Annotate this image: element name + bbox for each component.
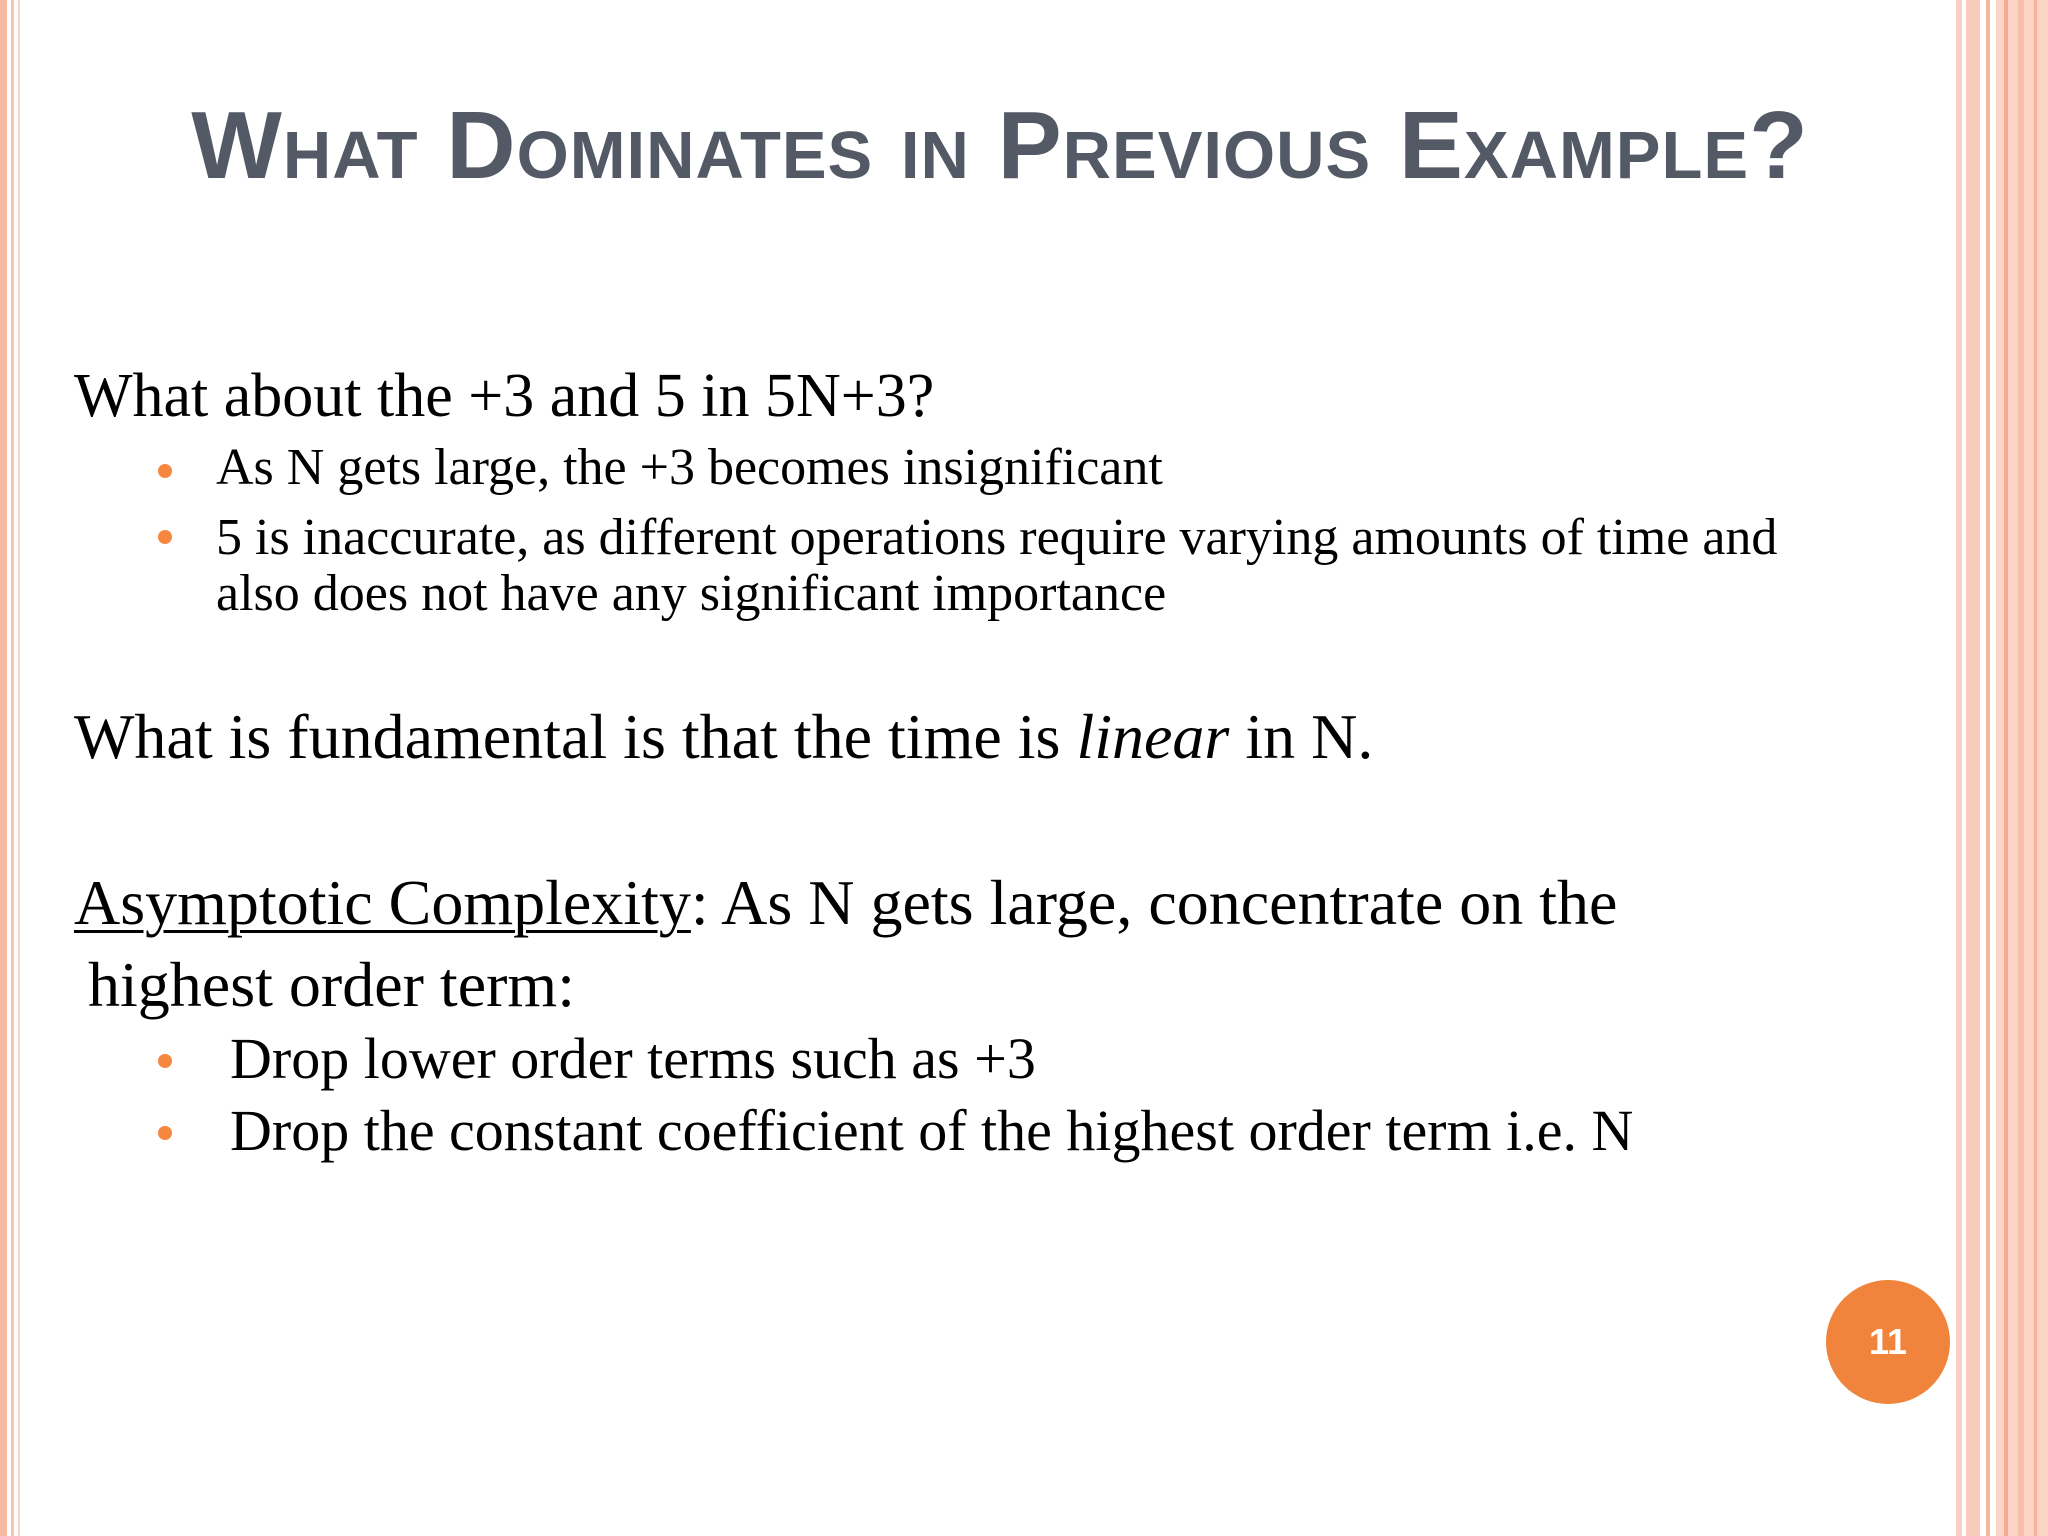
bullet-item: Drop the constant coefficient of the highest order term i.e. N xyxy=(230,1098,1634,1163)
bullet-dot xyxy=(158,464,172,478)
bullet-dot xyxy=(158,530,172,544)
right-border-stripe xyxy=(1956,0,1962,1536)
bullet-dot xyxy=(158,1126,172,1140)
bullet-item: As N gets large, the +3 becomes insignificant xyxy=(216,439,1163,496)
left-border-stripe xyxy=(0,0,7,1536)
right-border-stripe xyxy=(1986,0,1990,1536)
paragraph-asymptotic xyxy=(74,866,1617,940)
paragraph-asymptotic-continuation: highest order term: xyxy=(88,949,575,1020)
emphasis-linear: linear xyxy=(1076,701,1230,772)
paragraph-asymptotic-text: : As N gets large, concentrate on the xyxy=(690,867,1618,938)
page-number-badge: 11 xyxy=(1826,1280,1950,1404)
bullet-item-continuation: also does not have any significant importance xyxy=(216,565,1167,622)
paragraph-fundamental-text: What is fundamental is that the time is xyxy=(74,701,1077,772)
left-border-stripe xyxy=(11,0,14,1536)
paragraph-fundamental-end: in N. xyxy=(1229,701,1374,772)
right-border-stripe xyxy=(2034,0,2037,1536)
left-border-stripe xyxy=(18,0,20,1536)
paragraph-question: What about the +3 and 5 in 5N+3? xyxy=(74,362,935,430)
slide-title: What Dominates in Previous Example? xyxy=(191,92,1809,199)
paragraph-fundamental xyxy=(74,700,1373,774)
right-border-stripe xyxy=(2004,0,2008,1536)
bullet-item: Drop lower order terms such as +3 xyxy=(230,1026,1036,1091)
right-border-stripe xyxy=(2018,0,2024,1536)
right-border-stripe xyxy=(1966,0,1980,1536)
bullet-dot xyxy=(158,1054,172,1068)
bullet-item: 5 is inaccurate, as different operations require varying amounts of time and xyxy=(216,509,1778,566)
term-asymptotic-complexity: Asymptotic Complexity xyxy=(74,867,691,938)
